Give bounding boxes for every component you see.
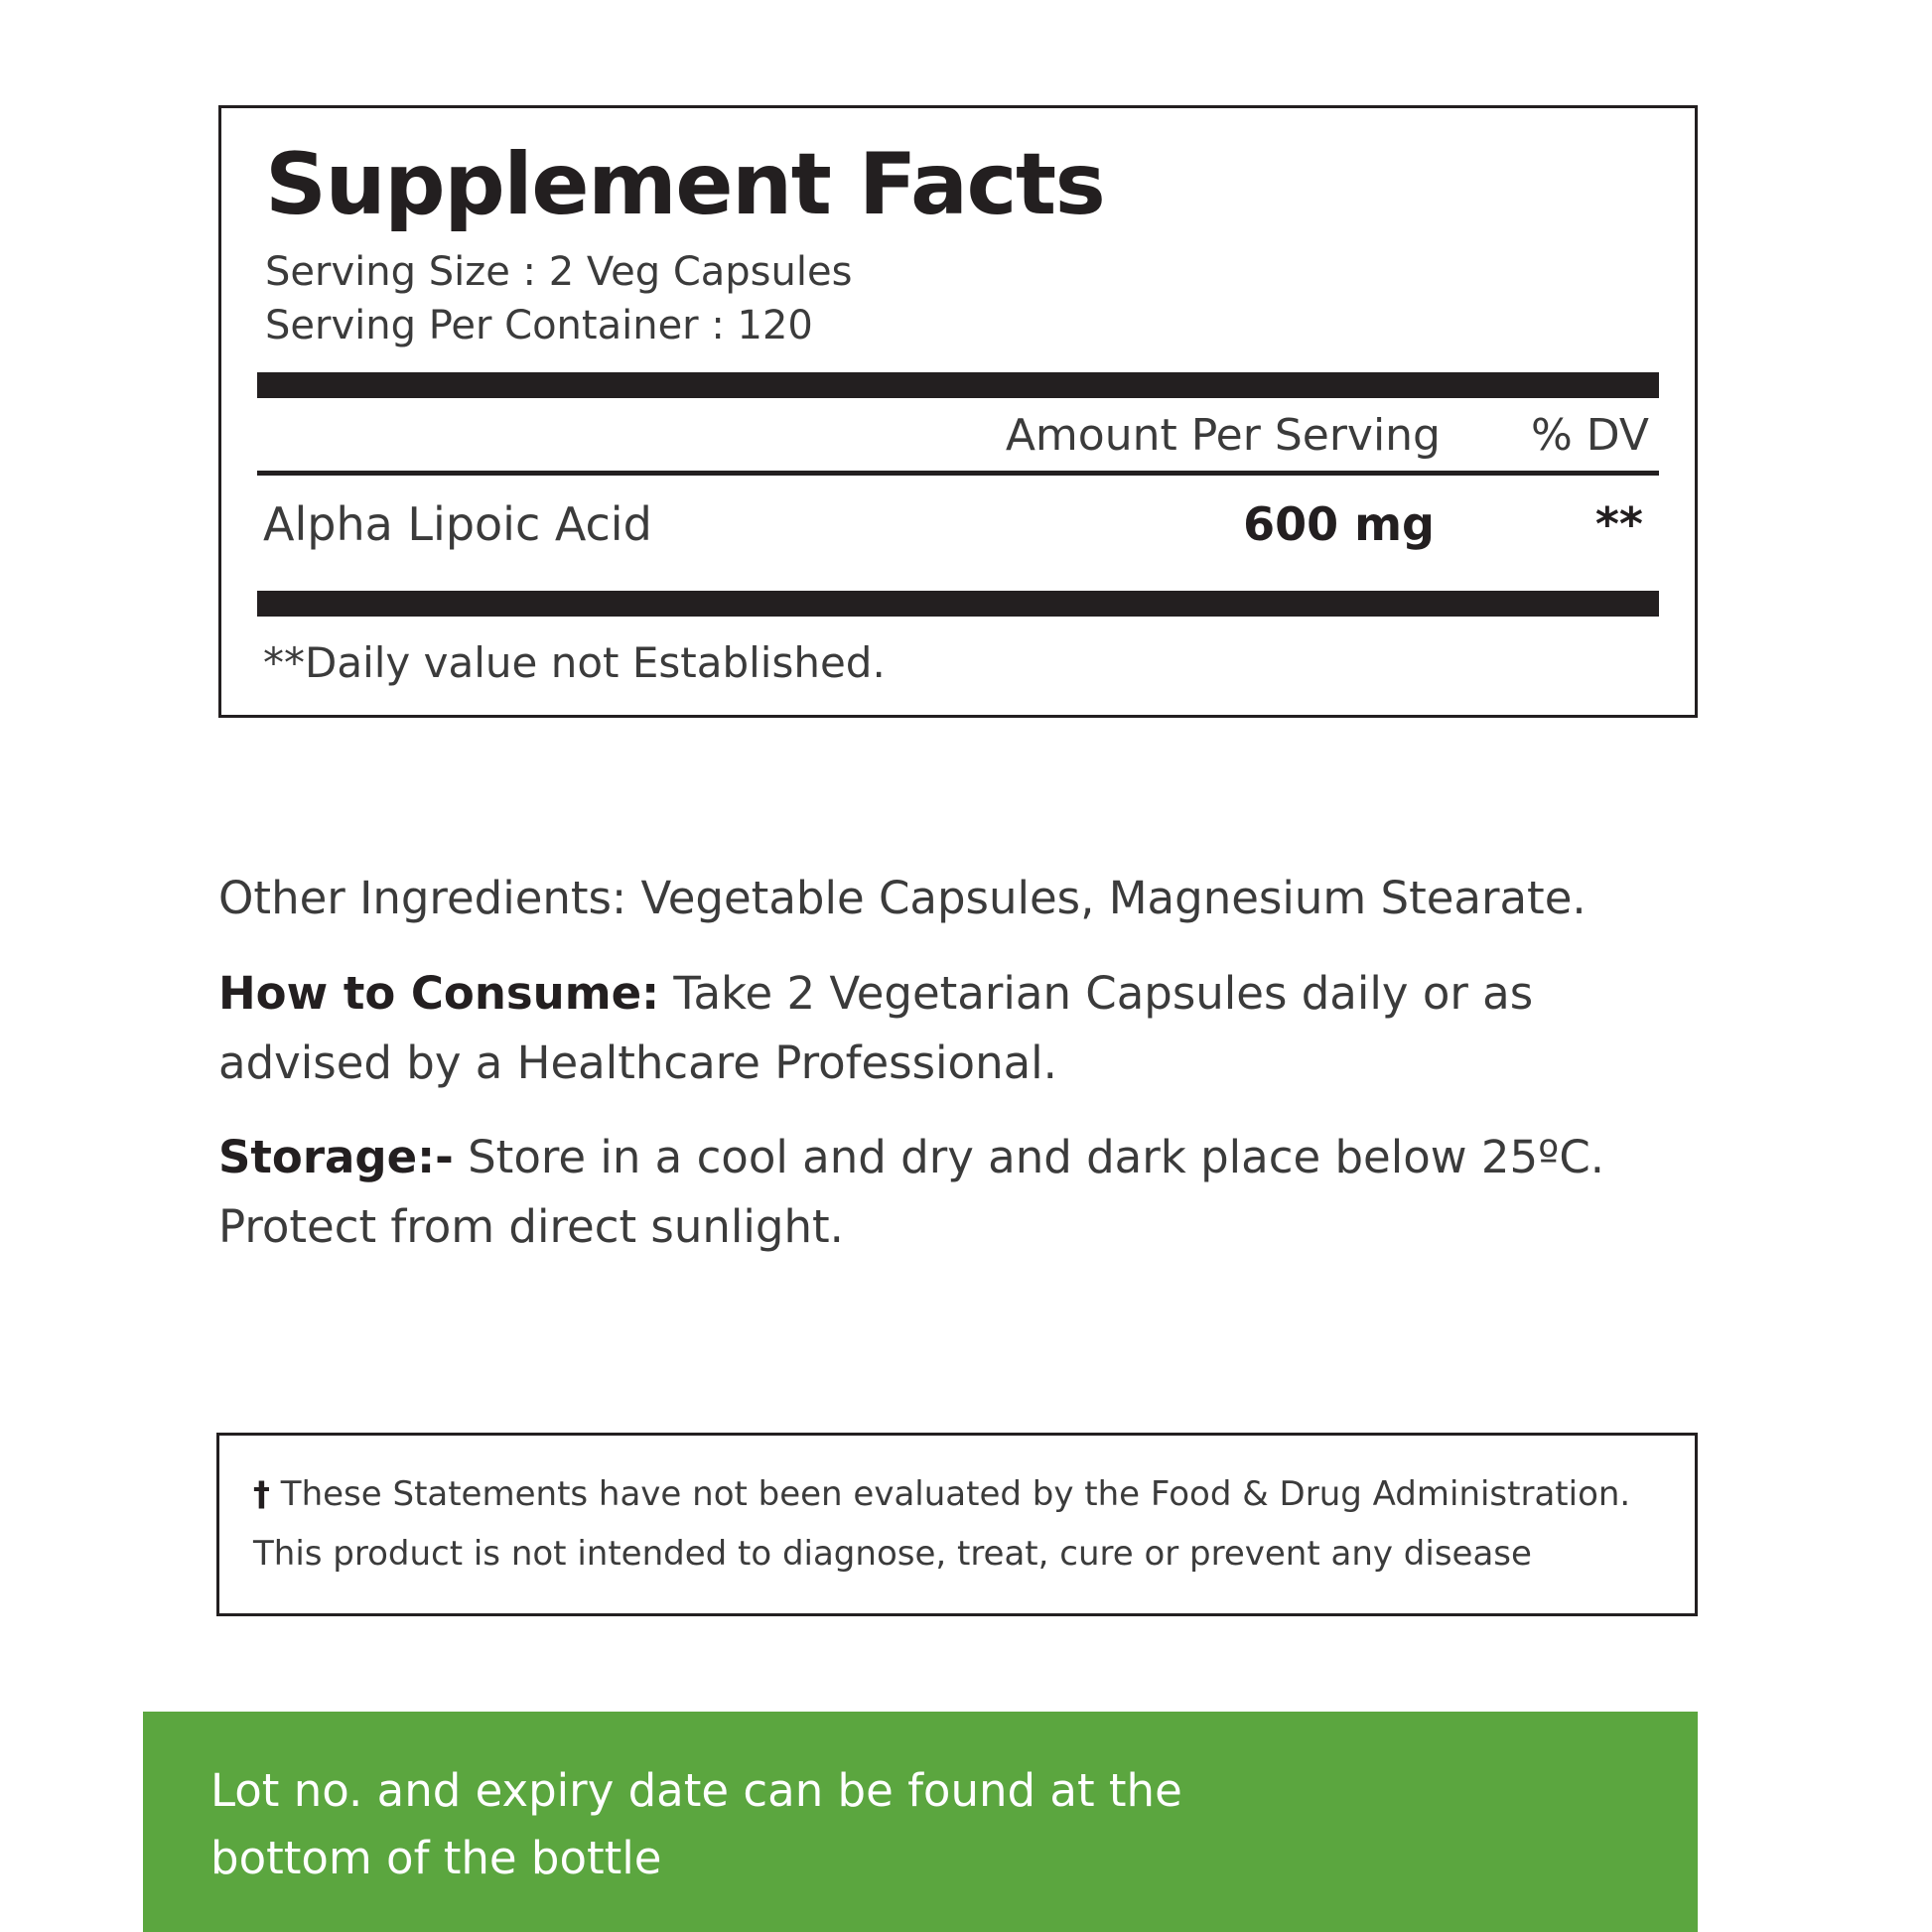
nutrient-amount: 600 mg — [1243, 497, 1435, 551]
serving-per-container-line: Serving Per Container : 120 — [265, 303, 813, 348]
supplement-facts-title: Supplement Facts — [265, 135, 1105, 234]
dagger-symbol: † — [253, 1474, 270, 1514]
table-row — [257, 476, 1659, 571]
percent-dv-header: % DV — [1530, 410, 1649, 461]
column-header-row — [257, 398, 1659, 471]
storage-label: Storage:- — [218, 1131, 454, 1184]
label-body-text — [218, 864, 1718, 1288]
serving-size-line: Serving Size : 2 Veg Capsules — [265, 249, 853, 295]
fda-disclaimer-box — [216, 1433, 1698, 1616]
how-to-consume-text: Take 2 Vegetarian Capsules daily or as advised by a Healthcare Professional. — [218, 966, 1534, 1089]
disclaimer-text-1: These Statements have not been evaluated by the Food & Drug Administration. — [270, 1474, 1631, 1514]
lot-expiry-band — [143, 1712, 1698, 1932]
storage-text: Store in a cool and dry and dark place below 25ºC. Protect from direct sunlight. — [218, 1131, 1605, 1253]
how-to-consume-paragraph — [218, 959, 1718, 1098]
daily-value-footnote: **Daily value not Established. — [263, 638, 886, 687]
supplement-facts-panel — [218, 105, 1698, 718]
thick-rule-top — [257, 372, 1659, 398]
disclaimer-line-1 — [253, 1465, 1661, 1525]
nutrient-daily-value: ** — [1594, 497, 1643, 551]
amount-per-serving-header: Amount Per Serving — [1005, 410, 1441, 461]
other-ingredients-paragraph: Other Ingredients: Vegetable Capsules, Magnesium Stearate. — [218, 872, 1587, 924]
storage-paragraph — [218, 1123, 1718, 1262]
disclaimer-line-2: This product is not intended to diagnose, treat, cure or prevent any disease — [253, 1533, 1532, 1574]
thick-rule-bottom — [257, 591, 1659, 617]
how-to-consume-label: How to Consume: — [218, 966, 660, 1020]
lot-expiry-text: Lot no. and expiry date can be found at the bottom of the bottle — [210, 1764, 1182, 1884]
nutrient-name: Alpha Lipoic Acid — [263, 497, 652, 551]
